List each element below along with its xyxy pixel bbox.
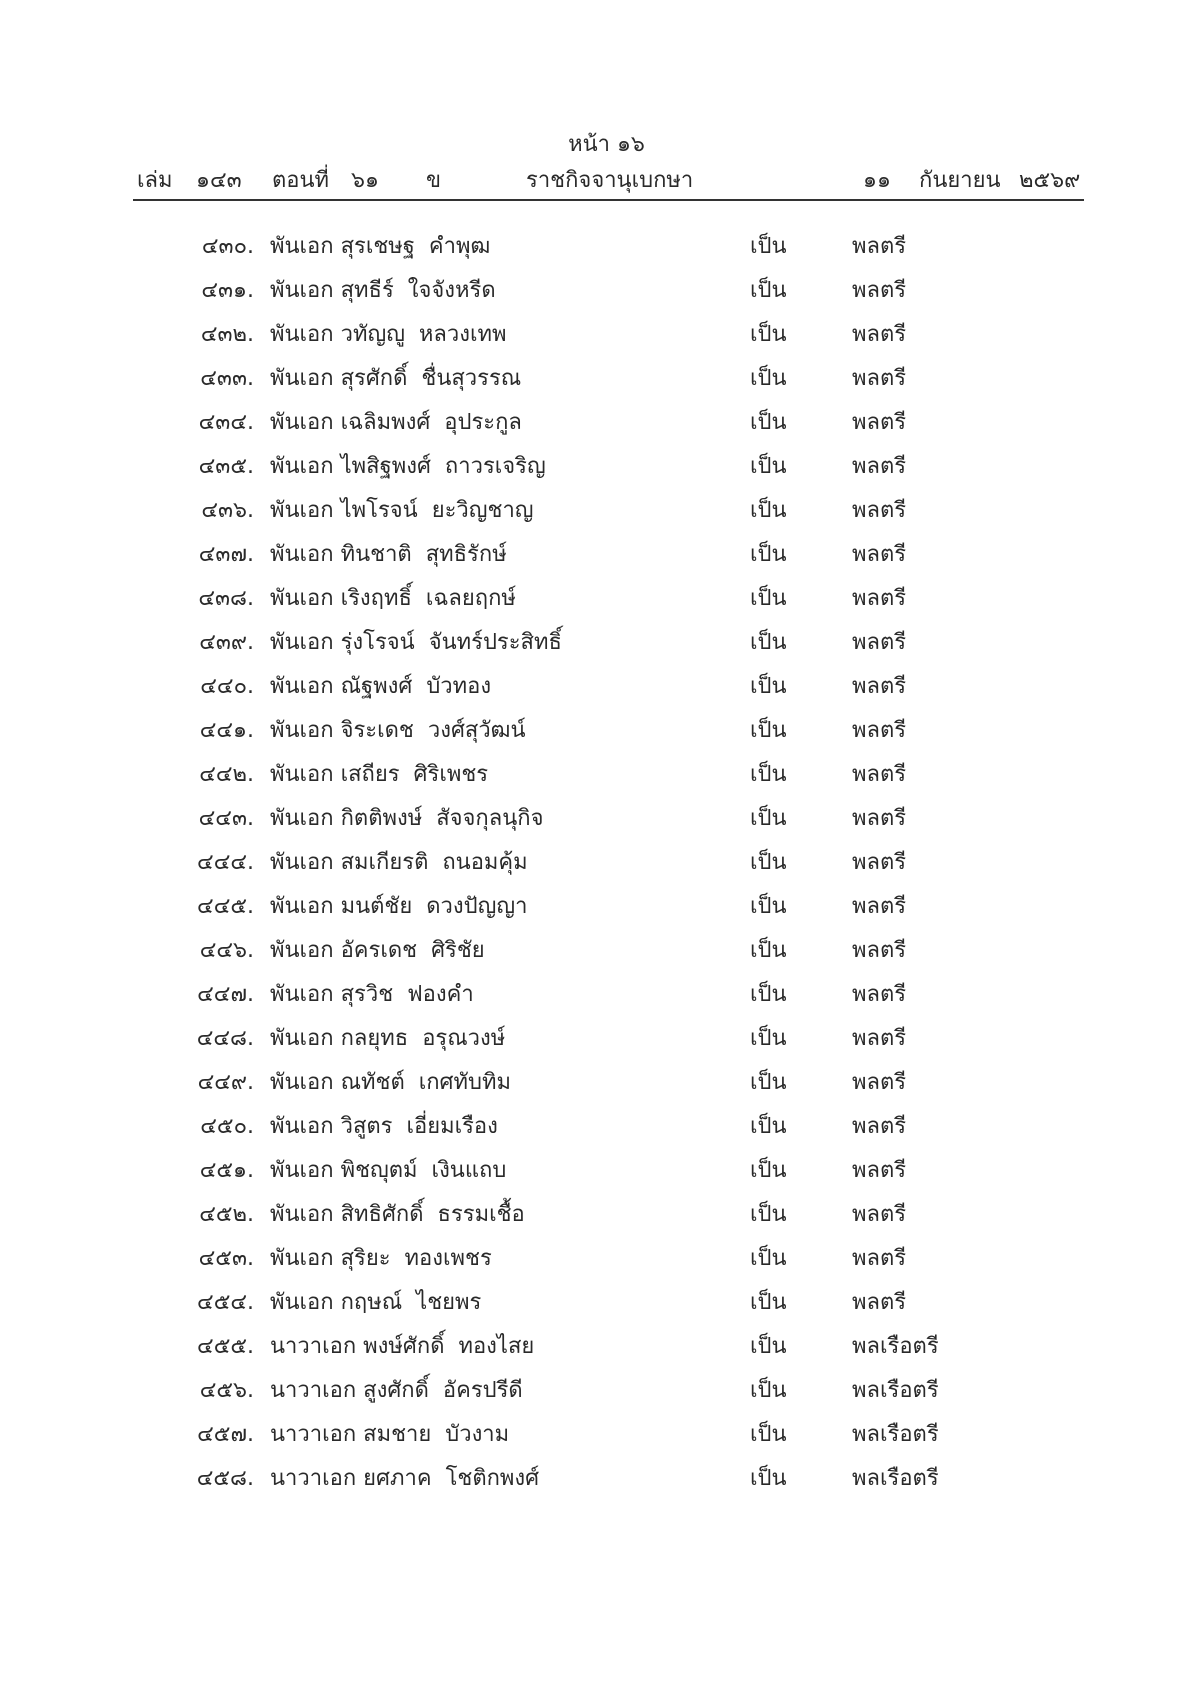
list-item — [0, 712, 1200, 756]
entry-rank-name — [270, 1460, 539, 1495]
list-item — [0, 1460, 1200, 1504]
entry-rank: พันเอก — [270, 762, 334, 787]
entry-rank: พันเอก — [270, 322, 334, 347]
list-item — [0, 580, 1200, 624]
entry-rank: พันเอก — [270, 718, 334, 743]
entry-new-rank: พลตรี — [852, 806, 907, 831]
entry-rank: นาวาเอก — [270, 1334, 357, 1359]
entry-new-rank: พลตรี — [852, 1290, 907, 1315]
entry-rank-name — [270, 712, 526, 747]
list-item — [0, 1196, 1200, 1240]
entry-verb: เป็น — [750, 234, 787, 259]
entry-name: เฉลิมพงศ์ อุประกูล — [340, 410, 522, 435]
list-item — [0, 1064, 1200, 1108]
entry-name: รุ่งโรจน์ จันทร์ประสิทธิ์ — [340, 630, 562, 655]
entry-number: ๔๓๕. — [198, 454, 254, 479]
date-year: ๒๕๖๙ — [1019, 168, 1081, 193]
list-item — [0, 1152, 1200, 1196]
list-item — [0, 272, 1200, 316]
entry-number: ๔๕๑. — [199, 1158, 254, 1183]
list-item — [0, 844, 1200, 888]
entry-new-rank: พลเรือตรี — [852, 1466, 939, 1491]
entry-new-rank: พลตรี — [852, 1070, 907, 1095]
entry-rank-name — [270, 1064, 511, 1099]
list-item — [0, 800, 1200, 844]
entry-rank: นาวาเอก — [270, 1422, 357, 1447]
entry-rank-name — [270, 1328, 534, 1363]
entry-number: ๔๕๗. — [197, 1422, 254, 1447]
entry-new-rank: พลตรี — [852, 894, 907, 919]
entry-rank-name — [270, 888, 527, 923]
entry-number: ๔๕๕. — [197, 1334, 254, 1359]
list-item — [0, 1108, 1200, 1152]
entry-number: ๔๓๗. — [198, 542, 254, 567]
entry-rank: นาวาเอก — [270, 1378, 357, 1403]
entry-name: อัครเดช ศิริชัย — [340, 938, 485, 963]
list-item — [0, 976, 1200, 1020]
entry-new-rank: พลเรือตรี — [852, 1334, 939, 1359]
volume-label: เล่ม — [137, 168, 173, 193]
entry-verb: เป็น — [750, 674, 787, 699]
entry-number: ๔๓๐. — [201, 234, 254, 259]
entry-verb: เป็น — [750, 366, 787, 391]
entry-number: ๔๔๔. — [197, 850, 254, 875]
entry-verb: เป็น — [750, 586, 787, 611]
entry-verb: เป็น — [750, 718, 787, 743]
list-item — [0, 492, 1200, 536]
entry-name: สุริยะ ทองเพชร — [340, 1246, 492, 1271]
entry-name: กิตติพงษ์ สัจจกุลนุกิจ — [340, 806, 544, 831]
entry-name: จิระเดช วงศ์สุวัฒน์ — [340, 718, 526, 743]
issue-number: ๖๑ — [351, 168, 379, 193]
entry-new-rank: พลตรี — [852, 586, 907, 611]
entry-verb: เป็น — [750, 278, 787, 303]
entry-verb: เป็น — [750, 630, 787, 655]
entry-number: ๔๔๓. — [198, 806, 254, 831]
entry-name: ทินชาติ สุทธิรักษ์ — [340, 542, 507, 567]
entry-rank-name — [270, 1372, 523, 1407]
page-number: หน้า ๑๖ — [568, 132, 645, 157]
entry-new-rank: พลเรือตรี — [852, 1422, 939, 1447]
entry-number: ๔๔๗. — [197, 982, 254, 1007]
entry-number: ๔๔๙. — [197, 1070, 254, 1095]
entry-number: ๔๓๒. — [200, 322, 254, 347]
list-item — [0, 932, 1200, 976]
entry-name: สมเกียรติ ถนอมคุ้ม — [340, 850, 528, 875]
entry-rank-name — [270, 536, 507, 571]
entry-verb: เป็น — [750, 894, 787, 919]
entry-rank: พันเอก — [270, 938, 334, 963]
entry-rank: พันเอก — [270, 542, 334, 567]
entry-verb: เป็น — [750, 938, 787, 963]
list-item — [0, 1284, 1200, 1328]
entry-rank-name — [270, 624, 562, 659]
entry-rank-name — [270, 976, 474, 1011]
list-item — [0, 316, 1200, 360]
entry-number: ๔๕๒. — [199, 1202, 254, 1227]
entry-name: สมชาย บัวงาม — [363, 1422, 510, 1447]
entry-verb: เป็น — [750, 762, 787, 787]
entry-name: วิสูตร เอี่ยมเรือง — [340, 1114, 498, 1139]
entry-number: ๔๔๒. — [199, 762, 254, 787]
entry-rank: พันเอก — [270, 894, 334, 919]
list-item — [0, 360, 1200, 404]
entry-verb: เป็น — [750, 542, 787, 567]
entry-number: ๔๓๑. — [201, 278, 254, 303]
entry-verb: เป็น — [750, 1158, 787, 1183]
entry-new-rank: พลตรี — [852, 498, 907, 523]
entry-number: ๔๕๖. — [199, 1378, 254, 1403]
entry-new-rank: พลตรี — [852, 322, 907, 347]
entry-verb: เป็น — [750, 454, 787, 479]
list-item — [0, 448, 1200, 492]
entry-verb: เป็น — [750, 982, 787, 1007]
entry-number: ๔๓๙. — [199, 630, 254, 655]
entry-new-rank: พลตรี — [852, 410, 907, 435]
entry-number: ๔๓๔. — [198, 410, 254, 435]
date-month: กันยายน — [919, 168, 1001, 193]
entry-name: สิทธิศักดิ์ ธรรมเชื้อ — [340, 1202, 525, 1227]
entry-new-rank: พลตรี — [852, 850, 907, 875]
entry-rank: พันเอก — [270, 278, 334, 303]
entry-number: ๔๔๑. — [199, 718, 254, 743]
entry-new-rank: พลตรี — [852, 278, 907, 303]
entry-verb: เป็น — [750, 410, 787, 435]
entry-number: ๔๓๘. — [198, 586, 254, 611]
entry-rank: นาวาเอก — [270, 1466, 357, 1491]
entry-new-rank: พลตรี — [852, 1202, 907, 1227]
entry-new-rank: พลตรี — [852, 762, 907, 787]
entry-name: มนต์ชัย ดวงปัญญา — [340, 894, 528, 919]
entry-new-rank: พลตรี — [852, 1246, 907, 1271]
entry-rank-name — [270, 1020, 505, 1055]
entry-rank: พันเอก — [270, 1070, 334, 1095]
entry-new-rank: พลตรี — [852, 982, 907, 1007]
entry-rank-name — [270, 360, 521, 395]
entry-new-rank: พลตรี — [852, 938, 907, 963]
entry-rank: พันเอก — [270, 234, 334, 259]
gazette-name: ราชกิจจานุเบกษา — [526, 168, 694, 193]
entry-verb: เป็น — [750, 850, 787, 875]
entry-rank-name — [270, 756, 488, 791]
entry-rank: พันเอก — [270, 1290, 334, 1315]
list-item — [0, 1372, 1200, 1416]
entry-name: วทัญญู หลวงเทพ — [340, 322, 507, 347]
entry-name: สุรเชษฐ คำพุฒ — [340, 234, 491, 259]
entry-rank: พันเอก — [270, 410, 334, 435]
list-item — [0, 404, 1200, 448]
entry-new-rank: พลตรี — [852, 542, 907, 567]
entry-name: กลยุทธ อรุณวงษ์ — [340, 1026, 506, 1051]
entry-number: ๔๕๔. — [197, 1290, 254, 1315]
entry-rank: พันเอก — [270, 366, 334, 391]
entry-number: ๔๕๐. — [200, 1114, 254, 1139]
section-letter: ข — [426, 168, 442, 193]
entry-rank: พันเอก — [270, 586, 334, 611]
entry-rank: พันเอก — [270, 1158, 334, 1183]
entry-rank-name — [270, 800, 543, 835]
gazette-header — [0, 162, 1200, 196]
entry-verb: เป็น — [750, 1334, 787, 1359]
entry-number: ๔๕๘. — [196, 1466, 254, 1491]
entry-verb: เป็น — [750, 1114, 787, 1139]
entry-rank: พันเอก — [270, 1114, 334, 1139]
entry-new-rank: พลตรี — [852, 234, 907, 259]
entry-new-rank: พลตรี — [852, 454, 907, 479]
list-item — [0, 668, 1200, 712]
entry-name: สูงศักดิ์ อัครปรีดี — [363, 1378, 523, 1403]
entry-name: เริงฤทธิ์ เฉลยฤกษ์ — [340, 586, 516, 611]
entry-rank: พันเอก — [270, 806, 334, 831]
entry-rank-name — [270, 844, 528, 879]
entry-verb: เป็น — [750, 806, 787, 831]
volume-number: ๑๔๓ — [196, 168, 242, 193]
entry-rank-name — [270, 580, 516, 615]
list-item — [0, 756, 1200, 800]
entry-number: ๔๓๓. — [200, 366, 254, 391]
entry-new-rank: พลตรี — [852, 630, 907, 655]
entry-verb: เป็น — [750, 1026, 787, 1051]
list-item — [0, 1328, 1200, 1372]
entry-rank: พันเอก — [270, 454, 334, 479]
entry-name: ไพสิฐพงศ์ ถาวรเจริญ — [340, 454, 546, 479]
entry-new-rank: พลตรี — [852, 1026, 907, 1051]
entry-verb: เป็น — [750, 1246, 787, 1271]
entry-verb: เป็น — [750, 1466, 787, 1491]
entry-rank-name — [270, 1152, 506, 1187]
entry-rank-name — [270, 1108, 498, 1143]
date-day: ๑๑ — [863, 168, 891, 193]
entry-name: สุรศักดิ์ ชื่นสุวรรณ — [340, 366, 522, 391]
entry-name: ยศภาค โชติกพงศ์ — [363, 1466, 540, 1491]
entry-rank: พันเอก — [270, 850, 334, 875]
entry-new-rank: พลเรือตรี — [852, 1378, 939, 1403]
list-item — [0, 624, 1200, 668]
entry-new-rank: พลตรี — [852, 718, 907, 743]
entry-number: ๔๔๖. — [199, 938, 254, 963]
entry-number: ๔๔๕. — [197, 894, 254, 919]
entry-new-rank: พลตรี — [852, 366, 907, 391]
list-item — [0, 888, 1200, 932]
entry-rank-name — [270, 272, 496, 307]
entry-verb: เป็น — [750, 1070, 787, 1095]
entry-name: พิชญุตม์ เงินแถบ — [340, 1158, 507, 1183]
entry-rank: พันเอก — [270, 1202, 334, 1227]
entry-rank-name — [270, 1416, 509, 1451]
entry-number: ๔๓๖. — [201, 498, 254, 523]
entry-name: พงษ์ศักดิ์ ทองไสย — [363, 1334, 535, 1359]
entry-name: เสถียร ศิริเพชร — [340, 762, 489, 787]
entry-rank-name — [270, 404, 522, 439]
entry-name: กฤษณ์ ไชยพร — [340, 1290, 482, 1315]
entry-rank: พันเอก — [270, 674, 334, 699]
entry-rank: พันเอก — [270, 630, 334, 655]
entry-number: ๔๔๘. — [196, 1026, 254, 1051]
entry-rank-name — [270, 1196, 525, 1231]
entry-number: ๔๔๐. — [200, 674, 254, 699]
issue-label: ตอนที่ — [272, 168, 330, 193]
list-item — [0, 536, 1200, 580]
entry-new-rank: พลตรี — [852, 1158, 907, 1183]
entry-name: ไพโรจน์ ยะวิญชาญ — [340, 498, 534, 523]
entry-rank: พันเอก — [270, 982, 334, 1007]
entry-number: ๔๕๓. — [198, 1246, 254, 1271]
entry-verb: เป็น — [750, 1202, 787, 1227]
entry-rank: พันเอก — [270, 1246, 334, 1271]
entry-verb: เป็น — [750, 1378, 787, 1403]
entry-verb: เป็น — [750, 322, 787, 347]
entry-verb: เป็น — [750, 1422, 787, 1447]
entry-rank-name — [270, 1284, 481, 1319]
entry-rank: พันเอก — [270, 498, 334, 523]
entry-name: ณทัชต์ เกศทับทิม — [340, 1070, 511, 1095]
entry-rank-name — [270, 932, 485, 967]
list-item — [0, 228, 1200, 272]
promotion-list — [0, 228, 1200, 1504]
entry-rank-name — [270, 492, 534, 527]
entry-rank-name — [270, 448, 546, 483]
entry-rank-name — [270, 316, 507, 351]
header-divider — [133, 199, 1084, 201]
entry-verb: เป็น — [750, 498, 787, 523]
entry-verb: เป็น — [750, 1290, 787, 1315]
entry-name: สุรวิช ฟองคำ — [340, 982, 474, 1007]
entry-rank-name — [270, 668, 491, 703]
entry-new-rank: พลตรี — [852, 674, 907, 699]
list-item — [0, 1416, 1200, 1460]
list-item — [0, 1240, 1200, 1284]
list-item — [0, 1020, 1200, 1064]
entry-name: สุทธีร์ ใจจังหรีด — [340, 278, 496, 303]
entry-rank: พันเอก — [270, 1026, 334, 1051]
entry-rank-name — [270, 1240, 492, 1275]
entry-new-rank: พลตรี — [852, 1114, 907, 1139]
entry-name: ณัฐพงศ์ บัวทอง — [340, 674, 492, 699]
entry-rank-name — [270, 228, 490, 263]
